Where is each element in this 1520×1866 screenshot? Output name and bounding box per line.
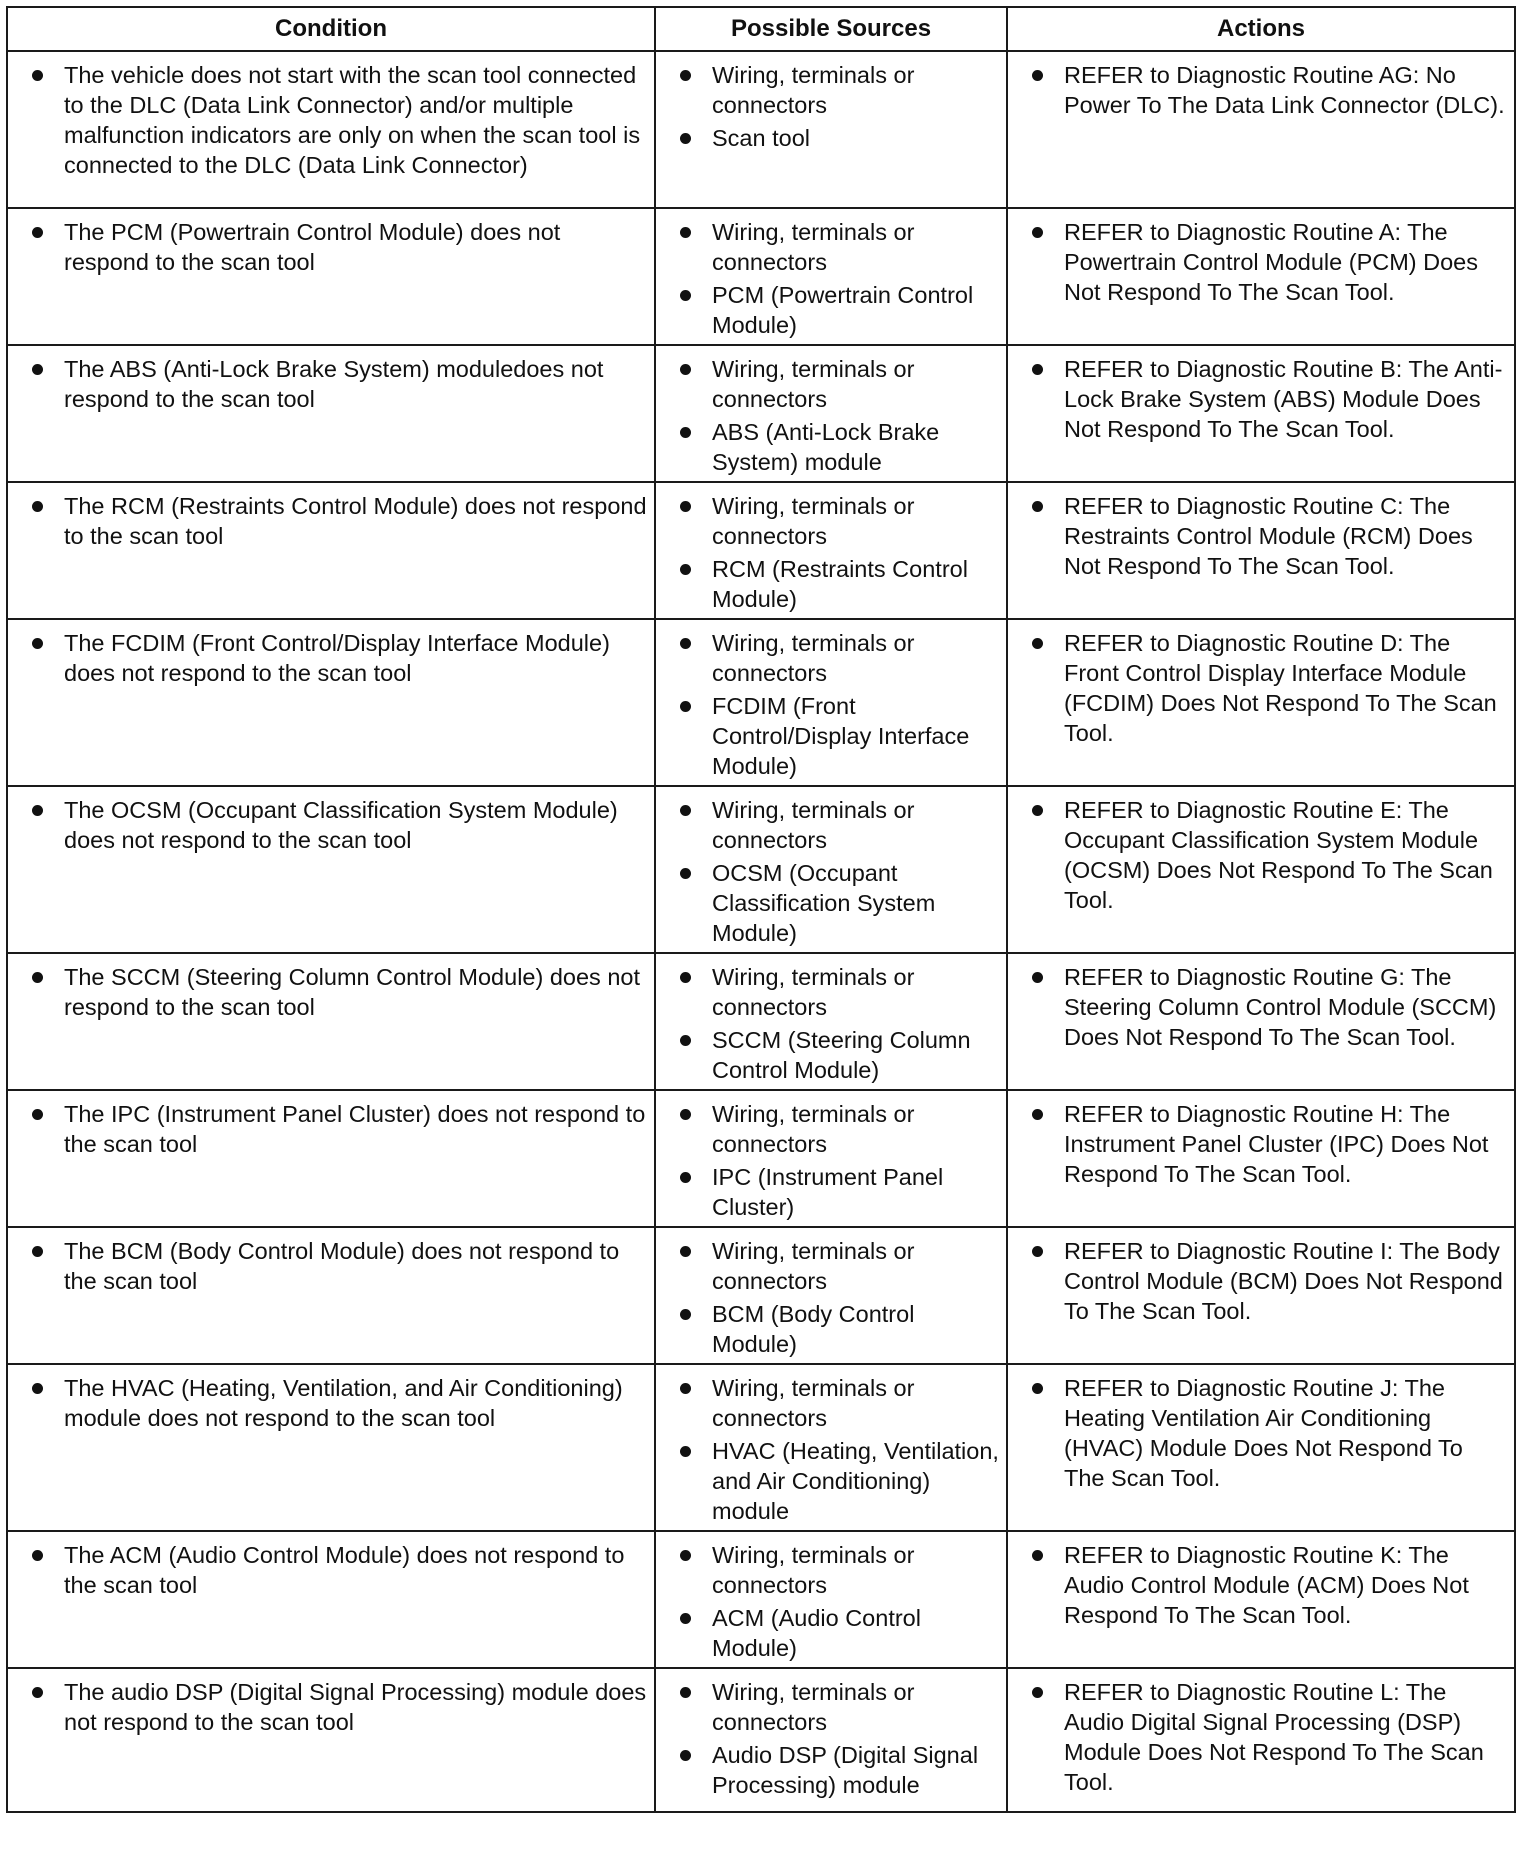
- action-text: REFER to Diagnostic Routine D: The Front Control Display Interface Module (FCDIM) Does Not Respond To The Scan Tool.: [1014, 628, 1508, 748]
- condition-text: The ABS (Anti-Lock Brake System) moduledoes not respond to the scan tool: [14, 354, 648, 414]
- action-cell: [1007, 208, 1515, 345]
- header-row: [7, 7, 1515, 51]
- source-item: Wiring, terminals or connectors: [662, 1540, 1000, 1600]
- table-row: [7, 1668, 1515, 1812]
- source-item: Wiring, terminals or connectors: [662, 1373, 1000, 1433]
- condition-text: The ACM (Audio Control Module) does not respond to the scan tool: [14, 1540, 648, 1600]
- condition-cell: [7, 208, 655, 345]
- source-item: OCSM (Occupant Classification System Module): [662, 858, 1000, 948]
- action-text: REFER to Diagnostic Routine I: The Body Control Module (BCM) Does Not Respond To The Scan Tool.: [1014, 1236, 1508, 1326]
- action-text: REFER to Diagnostic Routine AG: No Power To The Data Link Connector (DLC).: [1014, 60, 1508, 120]
- action-cell: [1007, 786, 1515, 953]
- condition-cell: [7, 345, 655, 482]
- table-row: [7, 953, 1515, 1090]
- source-item: SCCM (Steering Column Control Module): [662, 1025, 1000, 1085]
- header-possible-sources: Possible Sources: [655, 7, 1007, 51]
- source-item: BCM (Body Control Module): [662, 1299, 1000, 1359]
- condition-cell: [7, 1364, 655, 1531]
- source-item: Wiring, terminals or connectors: [662, 354, 1000, 414]
- action-cell: [1007, 1668, 1515, 1812]
- action-cell: [1007, 1090, 1515, 1227]
- condition-cell: [7, 1227, 655, 1364]
- condition-text: The audio DSP (Digital Signal Processing) module does not respond to the scan tool: [14, 1677, 648, 1737]
- action-text: REFER to Diagnostic Routine H: The Instrument Panel Cluster (IPC) Does Not Respond To The Scan Tool.: [1014, 1099, 1508, 1189]
- source-item: Wiring, terminals or connectors: [662, 217, 1000, 277]
- table-row: [7, 1090, 1515, 1227]
- diagnostic-table: [6, 6, 1516, 1813]
- condition-text: The vehicle does not start with the scan tool connected to the DLC (Data Link Connector) and/or multiple malfunction indicators are only on when the scan tool is connected to the DLC (Data Link Connector): [14, 60, 648, 180]
- source-item: Wiring, terminals or connectors: [662, 491, 1000, 551]
- table-body: [7, 51, 1515, 1812]
- condition-text: The SCCM (Steering Column Control Module) does not respond to the scan tool: [14, 962, 648, 1022]
- source-item: ABS (Anti-Lock Brake System) module: [662, 417, 1000, 477]
- table-row: [7, 482, 1515, 619]
- action-text: REFER to Diagnostic Routine L: The Audio Digital Signal Processing (DSP) Module Does Not Respond To The Scan Tool.: [1014, 1677, 1508, 1797]
- source-item: Wiring, terminals or connectors: [662, 1677, 1000, 1737]
- table-row: [7, 51, 1515, 208]
- action-text: REFER to Diagnostic Routine A: The Powertrain Control Module (PCM) Does Not Respond To The Scan Tool.: [1014, 217, 1508, 307]
- table-row: [7, 208, 1515, 345]
- action-text: REFER to Diagnostic Routine K: The Audio Control Module (ACM) Does Not Respond To The Scan Tool.: [1014, 1540, 1508, 1630]
- table-row: [7, 619, 1515, 786]
- source-item: Audio DSP (Digital Signal Processing) module: [662, 1740, 1000, 1800]
- condition-text: The PCM (Powertrain Control Module) does not respond to the scan tool: [14, 217, 648, 277]
- sources-cell: [655, 619, 1007, 786]
- condition-text: The BCM (Body Control Module) does not respond to the scan tool: [14, 1236, 648, 1296]
- action-cell: [1007, 953, 1515, 1090]
- action-cell: [1007, 619, 1515, 786]
- sources-cell: [655, 51, 1007, 208]
- sources-cell: [655, 786, 1007, 953]
- table-row: [7, 345, 1515, 482]
- action-cell: [1007, 51, 1515, 208]
- condition-text: The FCDIM (Front Control/Display Interface Module) does not respond to the scan tool: [14, 628, 648, 688]
- condition-cell: [7, 1531, 655, 1668]
- sources-cell: [655, 1227, 1007, 1364]
- source-item: IPC (Instrument Panel Cluster): [662, 1162, 1000, 1222]
- condition-cell: [7, 1668, 655, 1812]
- condition-text: The IPC (Instrument Panel Cluster) does not respond to the scan tool: [14, 1099, 648, 1159]
- condition-text: The RCM (Restraints Control Module) does not respond to the scan tool: [14, 491, 648, 551]
- table-row: [7, 1531, 1515, 1668]
- sources-cell: [655, 208, 1007, 345]
- sources-cell: [655, 345, 1007, 482]
- table-header: [7, 7, 1515, 51]
- condition-cell: [7, 482, 655, 619]
- source-item: Scan tool: [662, 123, 1000, 153]
- table-row: [7, 1227, 1515, 1364]
- header-actions: Actions: [1007, 7, 1515, 51]
- condition-cell: [7, 1090, 655, 1227]
- action-text: REFER to Diagnostic Routine B: The Anti-Lock Brake System (ABS) Module Does Not Respond To The Scan Tool.: [1014, 354, 1508, 444]
- action-cell: [1007, 1227, 1515, 1364]
- action-cell: [1007, 1364, 1515, 1531]
- sources-cell: [655, 1668, 1007, 1812]
- condition-cell: [7, 953, 655, 1090]
- source-item: PCM (Powertrain Control Module): [662, 280, 1000, 340]
- source-item: Wiring, terminals or connectors: [662, 1099, 1000, 1159]
- source-item: Wiring, terminals or connectors: [662, 1236, 1000, 1296]
- sources-cell: [655, 1531, 1007, 1668]
- header-condition: Condition: [7, 7, 655, 51]
- source-item: Wiring, terminals or connectors: [662, 628, 1000, 688]
- action-text: REFER to Diagnostic Routine E: The Occupant Classification System Module (OCSM) Does Not Respond To The Scan Tool.: [1014, 795, 1508, 915]
- condition-cell: [7, 51, 655, 208]
- condition-text: The HVAC (Heating, Ventilation, and Air Conditioning) module does not respond to the scan tool: [14, 1373, 648, 1433]
- source-item: Wiring, terminals or connectors: [662, 962, 1000, 1022]
- sources-cell: [655, 953, 1007, 1090]
- sources-cell: [655, 1090, 1007, 1227]
- sources-cell: [655, 482, 1007, 619]
- source-item: Wiring, terminals or connectors: [662, 795, 1000, 855]
- condition-cell: [7, 786, 655, 953]
- source-item: ACM (Audio Control Module): [662, 1603, 1000, 1663]
- action-cell: [1007, 345, 1515, 482]
- action-cell: [1007, 1531, 1515, 1668]
- table-row: [7, 786, 1515, 953]
- condition-cell: [7, 619, 655, 786]
- action-text: REFER to Diagnostic Routine C: The Restraints Control Module (RCM) Does Not Respond To The Scan Tool.: [1014, 491, 1508, 581]
- condition-text: The OCSM (Occupant Classification System Module) does not respond to the scan tool: [14, 795, 648, 855]
- source-item: FCDIM (Front Control/Display Interface Module): [662, 691, 1000, 781]
- source-item: Wiring, terminals or connectors: [662, 60, 1000, 120]
- action-text: REFER to Diagnostic Routine G: The Steering Column Control Module (SCCM) Does Not Respond To The Scan Tool.: [1014, 962, 1508, 1052]
- action-cell: [1007, 482, 1515, 619]
- action-text: REFER to Diagnostic Routine J: The Heating Ventilation Air Conditioning (HVAC) Module Does Not Respond To The Scan Tool.: [1014, 1373, 1508, 1493]
- source-item: HVAC (Heating, Ventilation, and Air Conditioning) module: [662, 1436, 1000, 1526]
- table-row: [7, 1364, 1515, 1531]
- sources-cell: [655, 1364, 1007, 1531]
- source-item: RCM (Restraints Control Module): [662, 554, 1000, 614]
